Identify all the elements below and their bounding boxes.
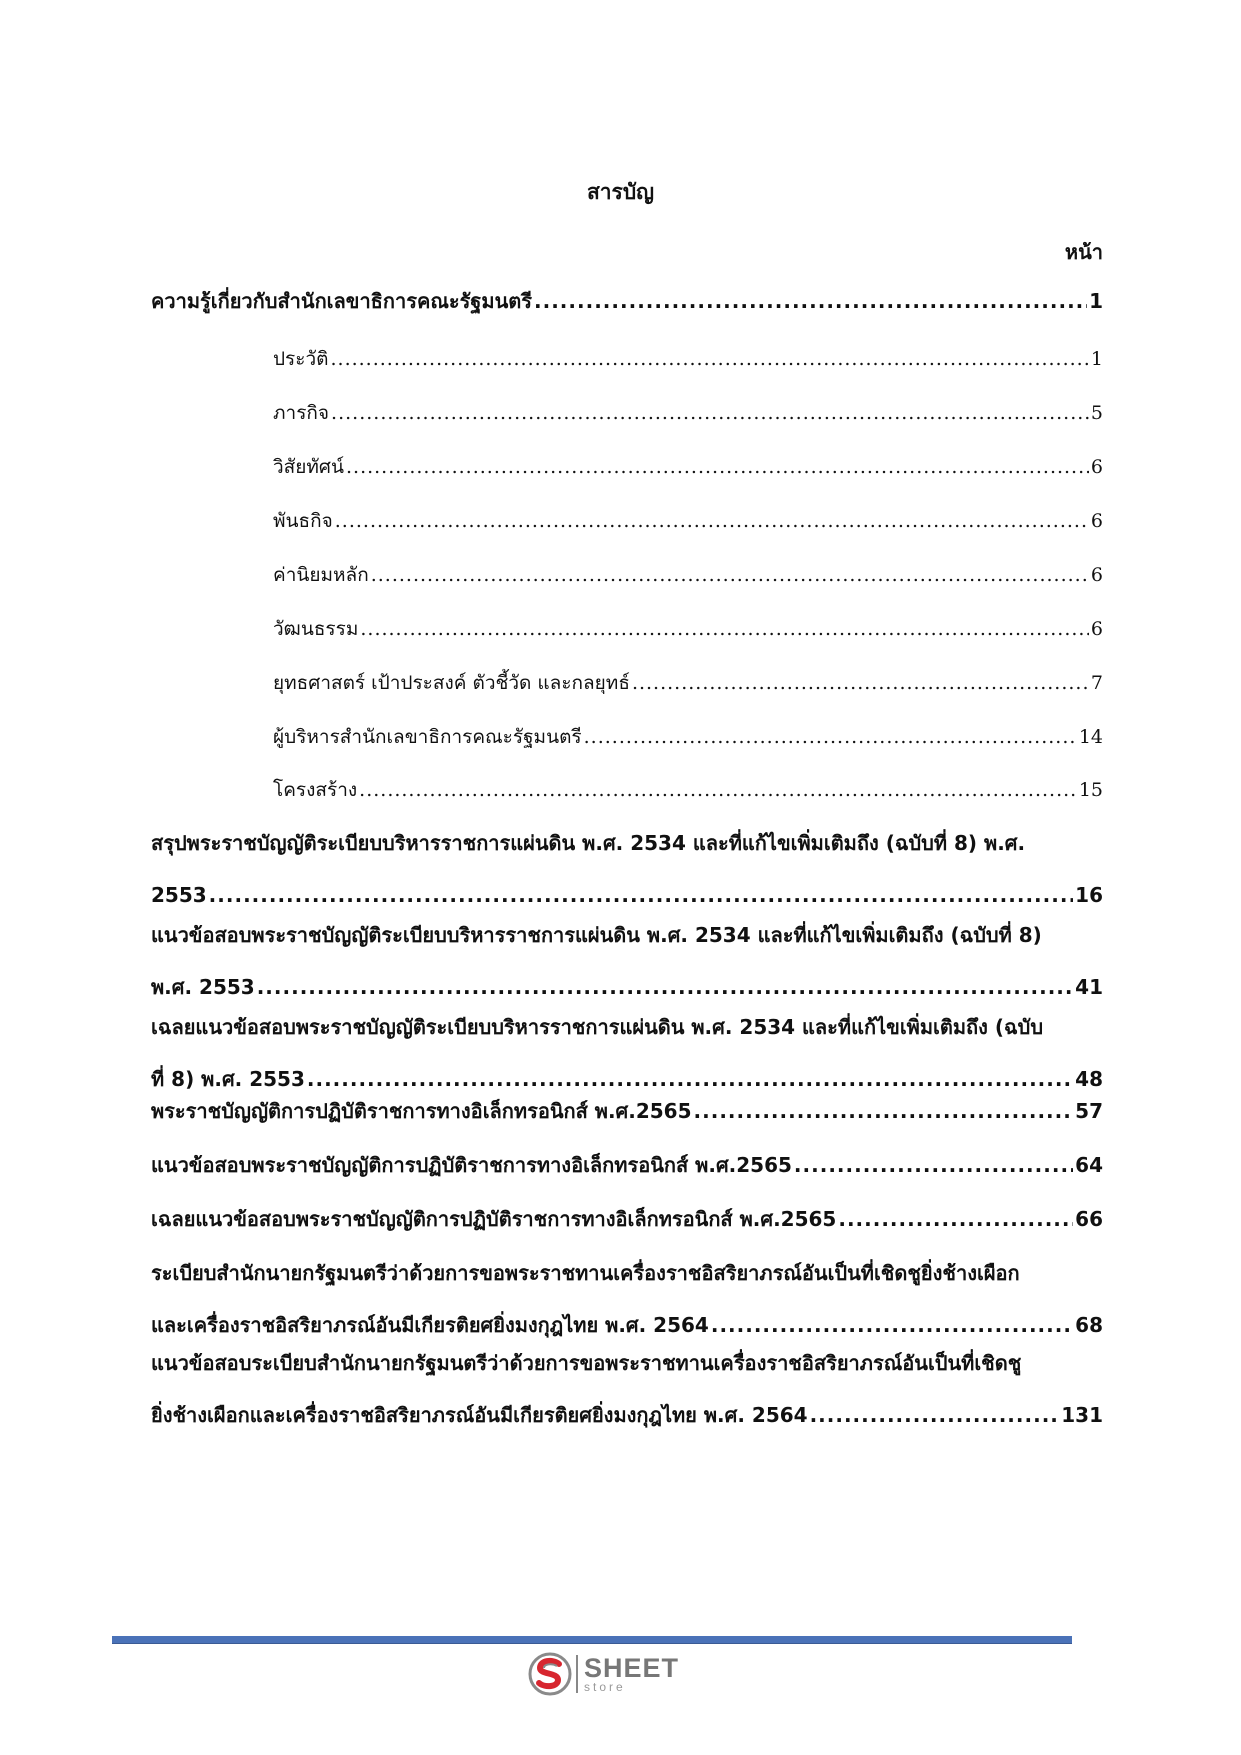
toc-entry[interactable] — [151, 1098, 1103, 1124]
toc-page-number: 6 — [1090, 510, 1103, 532]
dot-leader — [534, 288, 1087, 314]
toc-entry-line — [273, 454, 1103, 480]
dot-leader — [209, 882, 1073, 908]
toc-entry-line — [273, 400, 1103, 426]
dot-leader — [838, 1206, 1073, 1232]
toc-page-number: 6 — [1090, 564, 1103, 586]
toc-entry-title: ระเบียบสำนักนายกรัฐมนตรีว่าด้วยการขอพระราชทานเครื่องราชอิสริยาภรณ์อันเป็นที่เชิดชูยิ่งช้างเผือก — [151, 1261, 1020, 1285]
toc-page-number: 64 — [1075, 1153, 1103, 1177]
toc-page-number: 16 — [1075, 883, 1103, 907]
toc-entry[interactable] — [151, 1260, 1103, 1338]
sheet-store-logo — [528, 1652, 679, 1696]
logo-separator — [576, 1655, 578, 1693]
logo-text — [584, 1655, 679, 1693]
toc-entry-line — [273, 724, 1103, 750]
page-title: สารบัญ — [586, 180, 655, 204]
toc-entry[interactable] — [273, 346, 1103, 372]
dot-leader — [371, 562, 1089, 588]
toc-entry-title: ค่านิยมหลัก — [273, 564, 369, 586]
toc-page-number: 41 — [1075, 975, 1103, 999]
toc-entry-line — [273, 670, 1103, 696]
toc-entry-line — [151, 830, 1103, 856]
toc-entry[interactable] — [151, 288, 1103, 314]
toc-page-number: 6 — [1090, 456, 1103, 478]
toc-entry-title: โครงสร้าง — [273, 779, 358, 801]
toc-entry-line — [151, 1098, 1103, 1124]
toc-entry-line — [151, 1260, 1103, 1286]
toc-entry-title: ที่ 8) พ.ศ. 2553 — [151, 1067, 305, 1091]
toc-entry-title: วัฒนธรรม — [273, 618, 359, 640]
toc-page-number: 48 — [1075, 1067, 1103, 1091]
toc-entry[interactable] — [151, 1152, 1103, 1178]
toc-entry-title: ประวัติ — [273, 348, 329, 370]
toc-entry-line — [273, 616, 1103, 642]
toc-entry-title: เฉลยแนวข้อสอบพระราชบัญญัติระเบียบบริหารราชการแผ่นดิน พ.ศ. 2534 และที่แก้ไขเพิ่มเติมถึง (ฉบับ — [151, 1015, 1044, 1039]
toc-entry-title: แนวข้อสอบระเบียบสำนักนายกรัฐมนตรีว่าด้วยการขอพระราชทานเครื่องราชอิสริยาภรณ์อันเป็นที่เชิดชู — [151, 1351, 1022, 1375]
toc-entry[interactable] — [151, 922, 1103, 1000]
toc-page-number: 14 — [1078, 726, 1103, 748]
toc-page-number: 5 — [1090, 402, 1103, 424]
toc-entry[interactable] — [273, 616, 1103, 642]
toc-entry-title: แนวข้อสอบพระราชบัญญัติการปฏิบัติราชการทางอิเล็กทรอนิกส์ พ.ศ.2565 — [151, 1153, 792, 1177]
toc-page-number: 131 — [1061, 1403, 1103, 1427]
toc-entry-line — [151, 882, 1103, 908]
dot-leader — [360, 616, 1089, 642]
toc-entry-line — [273, 346, 1103, 372]
toc-page-number: 1 — [1090, 348, 1103, 370]
toc-entry-line — [151, 974, 1103, 1000]
toc-entry-line — [151, 1066, 1103, 1092]
toc-page-number: 15 — [1078, 779, 1103, 801]
toc-entry-title: วิสัยทัศน์ — [273, 456, 344, 478]
toc-entry-title: ผู้บริหารสำนักเลขาธิการคณะรัฐมนตรี — [273, 726, 582, 748]
toc-entry-title: ยุทธศาสตร์ เป้าประสงค์ ตัวชี้วัด และกลยุทธ์ — [273, 672, 630, 694]
toc-entry-line — [273, 562, 1103, 588]
toc-entry-line — [151, 1206, 1103, 1232]
dot-leader — [331, 400, 1089, 426]
page-column-header: หน้า — [1064, 240, 1103, 264]
toc-entry-title: สรุปพระราชบัญญัติระเบียบบริหารราชการแผ่นดิน พ.ศ. 2534 และที่แก้ไขเพิ่มเติมถึง (ฉบับที่ 8) พ.ศ. — [151, 831, 1026, 855]
dot-leader — [307, 1066, 1073, 1092]
toc-entry[interactable] — [273, 400, 1103, 426]
toc-entry-title: 2553 — [151, 883, 207, 907]
toc-entry-title: ภารกิจ — [273, 402, 330, 424]
toc-entry-line — [151, 288, 1103, 314]
dot-leader — [335, 508, 1089, 534]
toc-entry-title: ความรู้เกี่ยวกับสำนักเลขาธิการคณะรัฐมนตรี — [151, 289, 533, 313]
toc-entry[interactable] — [151, 830, 1103, 908]
toc-entry-title: พันธกิจ — [273, 510, 333, 532]
toc-entry[interactable] — [273, 454, 1103, 480]
toc-page-number: 57 — [1075, 1099, 1103, 1123]
dot-leader — [359, 777, 1077, 803]
toc-entry-line — [151, 1312, 1103, 1338]
toc-entry-line — [151, 922, 1103, 948]
toc-entry[interactable] — [273, 777, 1103, 803]
toc-entry-line — [151, 1152, 1103, 1178]
footer-bar — [112, 1636, 1072, 1644]
toc-entry-title: และเครื่องราชอิสริยาภรณ์อันมีเกียรติยศยิ่งมงกุฎไทย พ.ศ. 2564 — [151, 1313, 709, 1337]
toc-entry-title: พ.ศ. 2553 — [151, 975, 255, 999]
toc-entry[interactable] — [273, 562, 1103, 588]
toc-entry-title: เฉลยแนวข้อสอบพระราชบัญญัติการปฏิบัติราชการทางอิเล็กทรอนิกส์ พ.ศ.2565 — [151, 1207, 837, 1231]
logo-main-text: SHEET — [584, 1653, 680, 1683]
toc-page-number: 7 — [1090, 672, 1103, 694]
toc-entry-line — [151, 1402, 1103, 1428]
toc-page-number: 1 — [1089, 289, 1103, 313]
dot-leader — [584, 724, 1077, 750]
toc-entry-line — [151, 1350, 1103, 1376]
dot-leader — [330, 346, 1088, 372]
toc-entry-title: ยิ่งช้างเผือกและเครื่องราชอิสริยาภรณ์อันมีเกียรติยศยิ่งมงกุฎไทย พ.ศ. 2564 — [151, 1403, 808, 1427]
toc-entry[interactable] — [151, 1014, 1103, 1092]
dot-leader — [257, 974, 1073, 1000]
toc-entry-title: พระราชบัญญัติการปฏิบัติราชการทางอิเล็กทรอนิกส์ พ.ศ.2565 — [151, 1099, 692, 1123]
dot-leader — [794, 1152, 1073, 1178]
toc-entry[interactable] — [273, 508, 1103, 534]
dot-leader — [711, 1312, 1073, 1338]
toc-page-number: 68 — [1075, 1313, 1103, 1337]
toc-entry[interactable] — [151, 1350, 1103, 1428]
toc-entry-title: แนวข้อสอบพระราชบัญญัติระเบียบบริหารราชการแผ่นดิน พ.ศ. 2534 และที่แก้ไขเพิ่มเติมถึง (ฉบับที่ 8) — [151, 923, 1042, 947]
toc-entry-line — [273, 508, 1103, 534]
toc-entry[interactable] — [273, 670, 1103, 696]
toc-entry-line — [151, 1014, 1103, 1040]
dot-leader — [632, 670, 1089, 696]
toc-entry[interactable] — [273, 724, 1103, 750]
toc-entry-line — [273, 777, 1103, 803]
sheet-store-logo-icon — [528, 1652, 572, 1696]
toc-page-number: 6 — [1090, 618, 1103, 640]
dot-leader — [810, 1402, 1060, 1428]
toc-page-number: 66 — [1075, 1207, 1103, 1231]
dot-leader — [694, 1098, 1074, 1124]
logo-sub-text: store — [584, 1680, 626, 1694]
toc-entry[interactable] — [151, 1206, 1103, 1232]
dot-leader — [346, 454, 1089, 480]
